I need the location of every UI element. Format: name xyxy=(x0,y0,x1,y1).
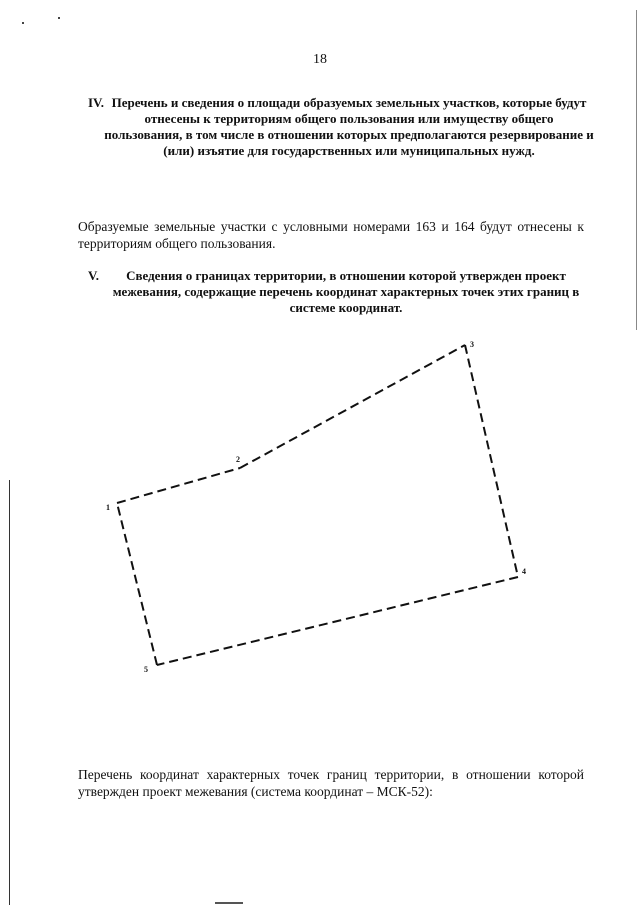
boundary-edge-1-2 xyxy=(117,468,240,503)
boundary-edge-3-4 xyxy=(465,345,518,577)
section-4-title: Перечень и сведения о площади образуемых земельных участков, которые будут отнесены к территориям общего пользования или имуществу общего пользования, в том числе в отношении которых предполагаются резервирование и (или) изъятие для государственных или муниципальных нужд. xyxy=(104,95,594,158)
boundary-point-label: 4 xyxy=(522,567,526,576)
coordinates-intro: Перечень координат характерных точек границ территории, в отношении которой утвержден проект межевания (система координат – МСК-52): xyxy=(78,767,584,799)
boundary-point-label: 2 xyxy=(236,455,240,464)
footer-mark xyxy=(215,902,243,904)
boundary-point-label: 3 xyxy=(470,340,474,349)
section-5-number: V. xyxy=(88,268,99,283)
boundary-point-label: 1 xyxy=(106,503,110,512)
boundary-edge-2-3 xyxy=(240,345,465,468)
section-5-title: Сведения о границах территории, в отношении которой утвержден проект межевания, содержащие перечень координат характерных точек этих границ в системе координат. xyxy=(112,268,580,315)
boundary-edge-4-5 xyxy=(157,577,518,665)
section-4-paragraph: Образуемые земельные участки с условными номерами 163 и 164 будут отнесены к территориям общего пользования. xyxy=(78,219,584,251)
boundary-edge-5-1 xyxy=(117,503,157,665)
section-4-number: IV. xyxy=(88,95,105,110)
page-number: 18 xyxy=(313,52,327,67)
boundary-point-label: 5 xyxy=(144,665,148,674)
